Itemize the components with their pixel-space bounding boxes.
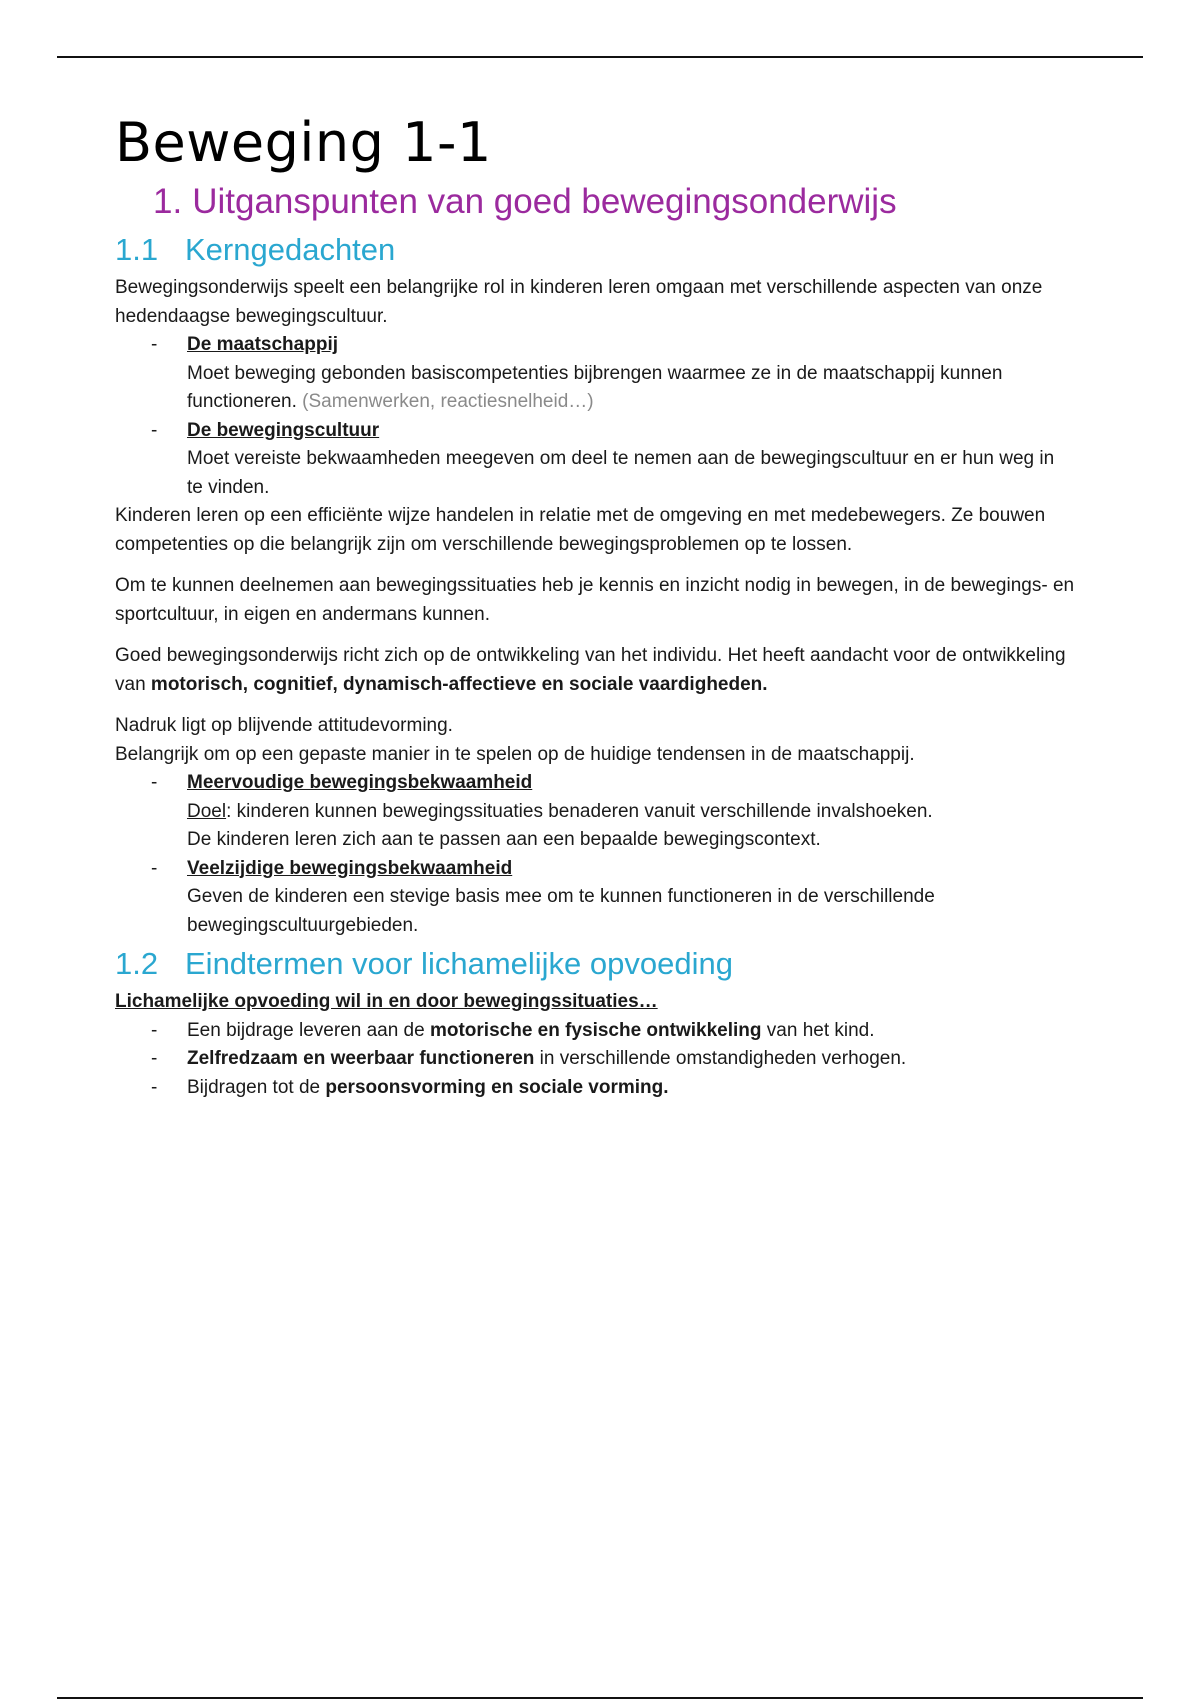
- paragraph: Belangrijk om op een gepaste manier in te spelen op de huidige tendensen in de maatschappij.: [115, 743, 915, 765]
- list-item-text: : kinderen kunnen bewegingssituaties benaderen vanuit verschillende invalshoeken.: [226, 800, 933, 822]
- paragraph: Nadruk ligt op blijvende attitudevorming.: [115, 715, 453, 736]
- list-item-bold: Zelfredzaam en weerbaar functioneren: [187, 1048, 535, 1069]
- document-title: Beweging 1-1: [115, 111, 492, 174]
- bullet-dash: -: [151, 857, 158, 879]
- list-item-text: in verschillende omstandigheden verhogen.: [534, 1048, 907, 1069]
- bullet-dash: -: [151, 1076, 158, 1098]
- list-item-title: De maatschappij: [187, 334, 338, 355]
- list-item: [115, 1045, 1075, 1074]
- list-item-text: Moet beweging gebonden basiscompetenties bijbrengen waarmee ze in de maatschappij kunnen functioneren.: [187, 362, 1003, 412]
- list-item-text: De kinderen leren zich aan te passen aan een bepaalde bewegingscontext.: [187, 829, 821, 850]
- heading-text: Eindtermen voor lichamelijke opvoeding: [185, 946, 733, 981]
- list-item: [115, 1017, 1075, 1046]
- list-item-text: van het kind.: [761, 1019, 875, 1041]
- list-item-title: Veelzijdige bewegingsbekwaamheid: [187, 857, 513, 879]
- paragraph: Om te kunnen deelnemen aan bewegingssituaties heb je kennis en inzicht nodig in bewegen, in de bewegings- en sportcultuur, in eigen en andermans kunnen.: [115, 575, 1075, 625]
- list-item: [115, 769, 1075, 855]
- paragraph: Kinderen leren op een efficiënte wijze handelen in relatie met de omgeving en met medebewegers. Ze bouwen competenties op die belangrijk zijn om verschillende bewegingsproblemen op te lossen.: [115, 505, 1046, 555]
- bullet-dash: -: [151, 1019, 158, 1041]
- lead-line: Lichamelijke opvoeding wil in en door bewegingssituaties…: [115, 991, 658, 1012]
- bullet-dash: -: [151, 419, 158, 441]
- list-item-bold: motorische en fysische ontwikkeling: [429, 1019, 762, 1041]
- list-item-text: Een bijdrage leveren aan de: [187, 1019, 430, 1041]
- paragraph-text: Goed bewegingsonderwijs richt zich op de ontwikkeling van het individu. Het heeft aandacht voor de ontwikkeling van: [115, 645, 1066, 695]
- paragraph: [115, 642, 1075, 699]
- list-item-text: Bijdragen tot de: [187, 1076, 326, 1098]
- footer-rule: [57, 1697, 1143, 1699]
- heading-section-1: [153, 178, 1075, 226]
- paragraph-bold: motorisch, cognitief, dynamisch-affectieve en sociale vaardigheden.: [150, 673, 768, 695]
- list-item: [115, 855, 1075, 941]
- heading-text: Kerngedachten: [185, 232, 396, 267]
- bullet-dash: -: [151, 772, 158, 793]
- list-item: [115, 331, 1075, 417]
- intro-paragraph: Bewegingsonderwijs speelt een belangrijke rol in kinderen leren omgaan met verschillende aspecten van onze hedendaagse bewegingscultuur.: [115, 277, 1043, 327]
- list-item: [115, 1074, 1075, 1103]
- heading-number: 1.2: [115, 946, 159, 981]
- document-page: [115, 108, 1075, 1102]
- bullet-dash: -: [151, 1048, 158, 1069]
- list-item-text: Moet vereiste bekwaamheden meegeven om deel te nemen aan de bewegingscultuur en er hun weg in te vinden.: [187, 448, 1055, 498]
- list-item-bold: persoonsvorming en sociale vorming.: [325, 1076, 669, 1098]
- bullet-dash: -: [151, 334, 158, 355]
- header-rule: [57, 56, 1143, 58]
- list-item-label: Doel: [187, 800, 227, 822]
- list-item: [115, 417, 1075, 503]
- list-item-note: (Samenwerken, reactiesnelheid…): [302, 391, 594, 412]
- list-item-title: De bewegingscultuur: [187, 419, 380, 441]
- list-item-text: Geven de kinderen een stevige basis mee om te kunnen functioneren in de verschillende bewegingscultuurgebieden.: [187, 886, 935, 936]
- heading-1-2: [115, 940, 1075, 988]
- heading-number: 1.: [153, 182, 183, 221]
- heading-1-1: [115, 226, 1075, 274]
- heading-text: Uitganspunten van goed bewegingsonderwijs: [192, 182, 897, 221]
- list-item-title: Meervoudige bewegingsbekwaamheid: [187, 772, 533, 793]
- heading-number: 1.1: [115, 232, 159, 267]
